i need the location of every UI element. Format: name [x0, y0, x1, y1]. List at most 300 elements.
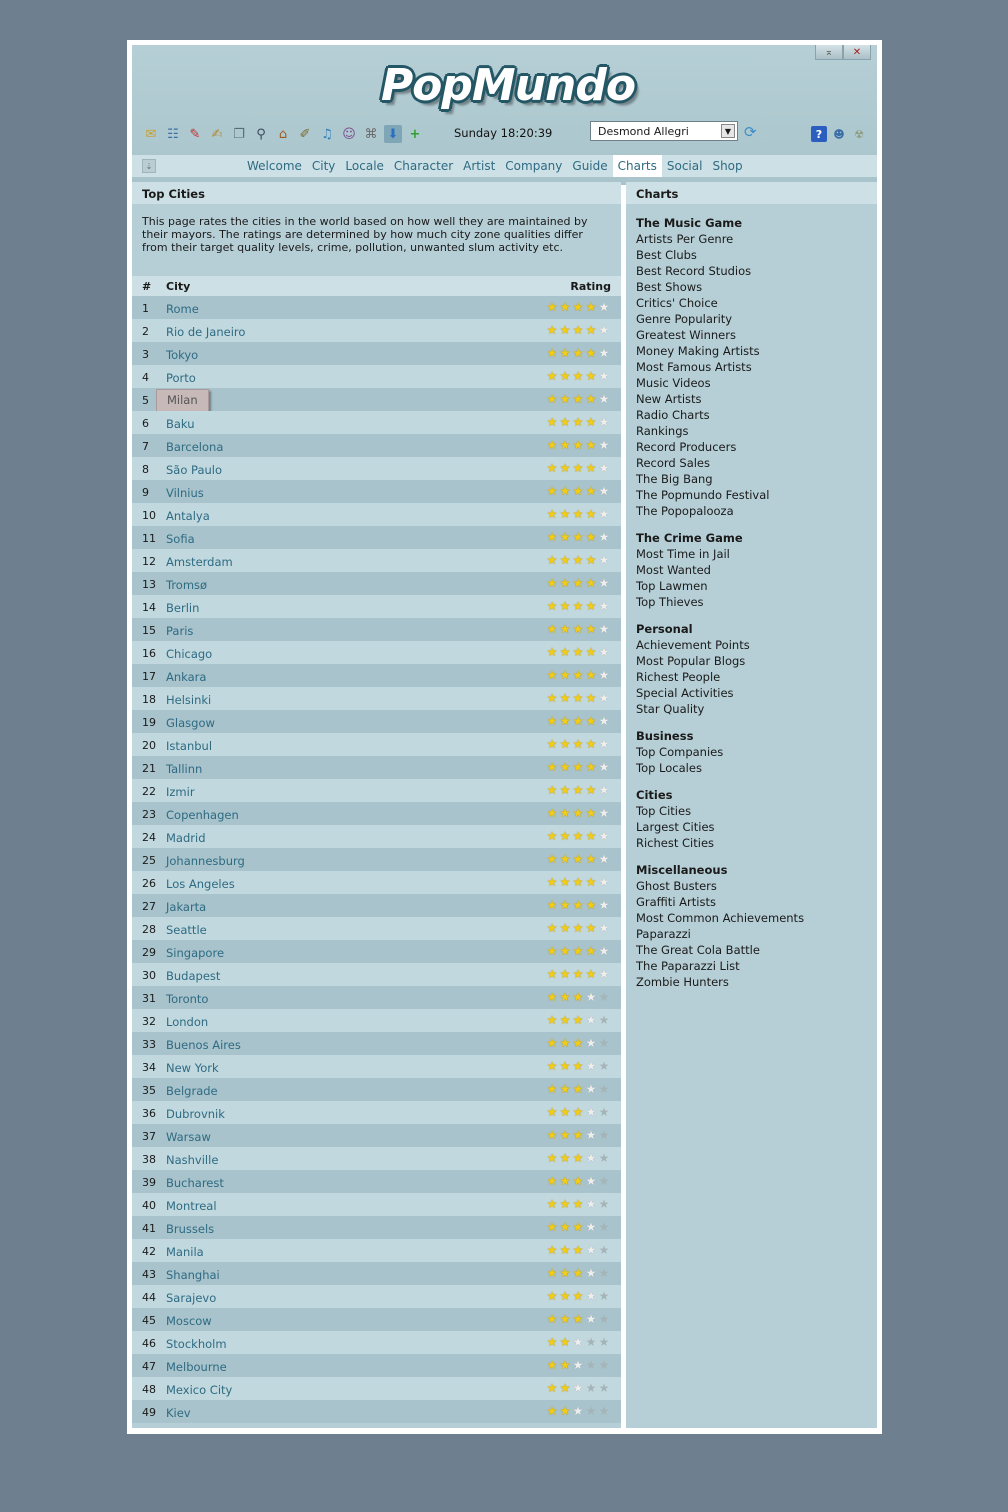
table-row	[132, 1308, 621, 1331]
nav-item-welcome[interactable]: Welcome	[247, 159, 302, 173]
star-icon: ★	[585, 1197, 597, 1211]
city-link[interactable]: Toronto	[166, 992, 209, 1006]
star-icon: ★	[585, 599, 597, 613]
nav-item-character[interactable]: Character	[393, 159, 454, 173]
city-link[interactable]: Jakarta	[166, 900, 207, 914]
inbox-icon[interactable]: ✉	[145, 126, 157, 142]
star-rating	[546, 645, 610, 659]
rank-number: 15	[142, 624, 156, 637]
chart-link[interactable]: Best Shows	[636, 280, 703, 294]
table-row	[132, 1216, 621, 1239]
star-icon: ★	[585, 1243, 597, 1257]
city-link[interactable]: Sofia	[166, 532, 195, 546]
table-row	[132, 526, 621, 549]
star-icon: ★	[546, 1197, 558, 1211]
star-icon: ★	[559, 1105, 571, 1119]
city-link[interactable]: Paris	[166, 624, 194, 638]
chart-link[interactable]: Most Wanted	[636, 563, 711, 577]
star-rating	[546, 415, 610, 429]
table-row	[132, 342, 621, 365]
book-icon[interactable]: ❐	[233, 126, 245, 142]
logo[interactable]	[382, 55, 634, 115]
panel-title: Top Cities	[132, 182, 621, 204]
city-link[interactable]: Chicago	[166, 647, 213, 661]
table-row	[132, 365, 621, 388]
star-icon: ★	[572, 530, 584, 544]
download-icon[interactable]: ⬇	[384, 125, 402, 143]
star-icon: ★	[559, 1381, 571, 1395]
star-icon: ★	[546, 1082, 558, 1096]
chart-link[interactable]: The Great Cola Battle	[636, 943, 760, 957]
rank-number: 29	[142, 946, 156, 959]
city-link[interactable]: Singapore	[166, 946, 225, 960]
chart-link[interactable]: Richest Cities	[636, 836, 715, 850]
city-link[interactable]: Los Angeles	[166, 877, 235, 891]
close-button[interactable]	[843, 45, 871, 60]
star-icon: ★	[559, 783, 571, 797]
nav-item-artist[interactable]: Artist	[463, 159, 496, 173]
star-icon: ★	[572, 760, 584, 774]
star-icon: ★	[572, 392, 584, 406]
star-icon: ★	[598, 1082, 610, 1096]
city-link[interactable]: Nashville	[166, 1153, 219, 1167]
star-icon: ★	[585, 1013, 597, 1027]
table-row	[132, 1377, 621, 1400]
city-link[interactable]: Barcelona	[166, 440, 224, 454]
star-rating	[546, 576, 610, 590]
chevron-down-icon[interactable]: ▼	[721, 124, 735, 138]
city-link[interactable]: London	[166, 1015, 209, 1029]
table-row	[132, 1078, 621, 1101]
rank-number: 32	[142, 1015, 156, 1028]
star-icon: ★	[546, 1128, 558, 1142]
table-row	[132, 986, 621, 1009]
star-icon: ★	[598, 392, 610, 406]
star-icon: ★	[585, 1358, 597, 1372]
star-rating	[546, 1151, 610, 1165]
star-icon: ★	[572, 1128, 584, 1142]
city-link[interactable]: Tallinn	[166, 762, 203, 776]
chart-link[interactable]: Music Videos	[636, 376, 711, 390]
bank-icon[interactable]: ⌘	[364, 126, 378, 142]
chart-link[interactable]: Zombie Hunters	[636, 975, 729, 989]
star-icon: ★	[572, 369, 584, 383]
star-icon: ★	[572, 1266, 584, 1280]
city-link[interactable]: Vilnius	[166, 486, 204, 500]
star-rating	[546, 1128, 610, 1142]
star-icon: ★	[546, 760, 558, 774]
star-icon: ★	[559, 1059, 571, 1073]
plus-icon[interactable]: +	[409, 126, 421, 142]
star-icon: ★	[572, 1059, 584, 1073]
star-rating	[546, 967, 610, 981]
table-row	[132, 917, 621, 940]
city-link[interactable]: Shanghai	[166, 1268, 220, 1282]
star-icon: ★	[572, 576, 584, 590]
table-row	[132, 1101, 621, 1124]
city-link[interactable]: Madrid	[166, 831, 206, 845]
star-icon: ★	[546, 392, 558, 406]
city-link[interactable]: Johannesburg	[166, 854, 245, 868]
chart-link[interactable]: Top Locales	[636, 761, 702, 775]
table-row	[132, 457, 621, 480]
chart-link[interactable]: Most Common Achievements	[636, 911, 805, 925]
star-icon: ★	[572, 1013, 584, 1027]
star-icon: ★	[546, 852, 558, 866]
star-icon: ★	[546, 1404, 558, 1418]
star-icon: ★	[546, 507, 558, 521]
star-icon: ★	[598, 875, 610, 889]
star-icon: ★	[598, 898, 610, 912]
chart-link[interactable]: Critics' Choice	[636, 296, 718, 310]
rank-number: 6	[142, 417, 149, 430]
contacts-icon[interactable]: ☺	[342, 126, 356, 142]
star-icon: ★	[598, 1151, 610, 1165]
star-icon: ★	[572, 691, 584, 705]
notes-icon[interactable]: ✍	[211, 126, 223, 142]
city-link[interactable]: Moscow	[166, 1314, 212, 1328]
star-rating	[546, 300, 610, 314]
city-link[interactable]: São Paulo	[166, 463, 223, 477]
sidebar-title: Charts	[626, 182, 877, 204]
city-link[interactable]: Warsaw	[166, 1130, 211, 1144]
chart-link[interactable]: The Big Bang	[636, 472, 713, 486]
star-rating	[546, 1220, 610, 1234]
city-link[interactable]: Glasgow	[166, 716, 215, 730]
table-row	[132, 411, 621, 434]
city-link[interactable]: Milan	[156, 389, 209, 412]
city-link[interactable]: Stockholm	[166, 1337, 227, 1351]
star-icon: ★	[598, 967, 610, 981]
city-link[interactable]: Brussels	[166, 1222, 215, 1236]
city-link[interactable]: Ankara	[166, 670, 207, 684]
chart-link[interactable]: Star Quality	[636, 702, 705, 716]
city-link[interactable]: Melbourne	[166, 1360, 227, 1374]
star-icon: ★	[572, 1358, 584, 1372]
star-icon: ★	[546, 369, 558, 383]
star-icon: ★	[559, 1220, 571, 1234]
star-rating	[546, 1197, 610, 1211]
star-icon: ★	[559, 990, 571, 1004]
star-icon: ★	[546, 668, 558, 682]
col-city: City	[166, 279, 191, 293]
star-icon: ★	[572, 1174, 584, 1188]
chart-link[interactable]: Radio Charts	[636, 408, 710, 422]
star-icon: ★	[598, 921, 610, 935]
chart-link[interactable]: Largest Cities	[636, 820, 715, 834]
star-icon: ★	[598, 346, 610, 360]
nav-item-city[interactable]: City	[311, 159, 336, 173]
star-rating	[546, 438, 610, 452]
character-name: Desmond Allegri	[598, 125, 689, 138]
charts-sidebar	[626, 182, 877, 1428]
rank-number: 3	[142, 348, 149, 361]
chart-link[interactable]: Top Companies	[636, 745, 724, 759]
chart-link[interactable]: Graffiti Artists	[636, 895, 716, 909]
star-icon: ★	[546, 1289, 558, 1303]
rank-number: 45	[142, 1314, 156, 1327]
star-icon: ★	[572, 737, 584, 751]
nav-item-social[interactable]: Social	[666, 159, 703, 173]
star-rating	[546, 1013, 610, 1027]
rank-number: 37	[142, 1130, 156, 1143]
star-icon: ★	[598, 415, 610, 429]
chart-link[interactable]: Ghost Busters	[636, 879, 717, 893]
city-link[interactable]: Manila	[166, 1245, 204, 1259]
window-buttons	[815, 45, 871, 60]
rank-number: 11	[142, 532, 156, 545]
chart-link[interactable]: Special Activities	[636, 686, 734, 700]
rank-number: 9	[142, 486, 149, 499]
main-nav	[132, 155, 877, 177]
table-row	[132, 319, 621, 342]
table-row	[132, 1009, 621, 1032]
star-rating	[546, 898, 610, 912]
city-link[interactable]: Bucharest	[166, 1176, 224, 1190]
star-icon: ★	[585, 553, 597, 567]
star-icon: ★	[585, 1404, 597, 1418]
star-rating	[546, 1404, 610, 1418]
star-icon: ★	[572, 806, 584, 820]
game-clock: Sunday 18:20:39	[454, 126, 553, 140]
star-icon: ★	[598, 806, 610, 820]
nav-item-shop[interactable]: Shop	[712, 159, 743, 173]
star-icon: ★	[559, 829, 571, 843]
star-icon: ★	[546, 530, 558, 544]
star-rating	[546, 1059, 610, 1073]
star-icon: ★	[572, 967, 584, 981]
rank-number: 17	[142, 670, 156, 683]
chart-link[interactable]: Genre Popularity	[636, 312, 733, 326]
table-row	[132, 848, 621, 871]
star-icon: ★	[559, 553, 571, 567]
radiation-icon[interactable]: ☢	[854, 127, 864, 141]
nav-item-locale[interactable]: Locale	[345, 159, 384, 173]
star-icon: ★	[546, 1312, 558, 1326]
city-link[interactable]: Rome	[166, 302, 199, 316]
star-icon: ★	[598, 1220, 610, 1234]
star-icon: ★	[572, 1151, 584, 1165]
rank-number: 7	[142, 440, 149, 453]
chart-section	[626, 862, 877, 990]
rank-number: 36	[142, 1107, 156, 1120]
chart-link[interactable]: Most Popular Blogs	[636, 654, 746, 668]
star-rating	[546, 1105, 610, 1119]
star-icon: ★	[585, 415, 597, 429]
user-icon[interactable]: ☻	[833, 127, 845, 141]
chart-section	[626, 215, 877, 519]
city-link[interactable]: New York	[166, 1061, 219, 1075]
star-icon: ★	[559, 1404, 571, 1418]
chart-link[interactable]: Paparazzi	[636, 927, 691, 941]
collapse-icon[interactable]: ⇣	[142, 159, 156, 173]
chart-link[interactable]: Rankings	[636, 424, 689, 438]
rank-number: 49	[142, 1406, 156, 1419]
help-icon[interactable]: ?	[811, 126, 827, 142]
star-icon: ★	[598, 1381, 610, 1395]
star-icon: ★	[585, 898, 597, 912]
rank-number: 8	[142, 463, 149, 476]
city-link[interactable]: Baku	[166, 417, 195, 431]
star-icon: ★	[559, 668, 571, 682]
city-link[interactable]: Budapest	[166, 969, 221, 983]
nav-item-charts[interactable]: Charts	[613, 155, 662, 177]
star-icon: ★	[598, 300, 610, 314]
nav-items	[242, 155, 748, 177]
rank-number: 34	[142, 1061, 156, 1074]
star-icon: ★	[546, 737, 558, 751]
table-row	[132, 756, 621, 779]
star-icon: ★	[572, 415, 584, 429]
chart-link[interactable]: The Paparazzi List	[636, 959, 740, 973]
nav-item-guide[interactable]: Guide	[572, 159, 608, 173]
chart-link[interactable]: Record Producers	[636, 440, 737, 454]
chart-link[interactable]: Richest People	[636, 670, 721, 684]
star-icon: ★	[585, 967, 597, 981]
star-icon: ★	[559, 599, 571, 613]
star-icon: ★	[559, 875, 571, 889]
star-icon: ★	[585, 507, 597, 521]
star-icon: ★	[585, 1174, 597, 1188]
table-row	[132, 1239, 621, 1262]
star-rating	[546, 1358, 610, 1372]
star-icon: ★	[559, 392, 571, 406]
star-rating	[546, 760, 610, 774]
rank-number: 28	[142, 923, 156, 936]
refresh-icon[interactable]: ⟳	[744, 123, 757, 141]
city-link[interactable]: Tokyo	[166, 348, 199, 362]
star-icon: ★	[572, 898, 584, 912]
city-link[interactable]: Berlin	[166, 601, 200, 615]
star-icon: ★	[546, 898, 558, 912]
section-title: The Music Game	[636, 216, 743, 230]
star-icon: ★	[572, 944, 584, 958]
chart-link[interactable]: Artists Per Genre	[636, 232, 734, 246]
city-link[interactable]: Mexico City	[166, 1383, 233, 1397]
rank-number: 20	[142, 739, 156, 752]
chart-link[interactable]: Top Thieves	[636, 595, 704, 609]
star-icon: ★	[572, 507, 584, 521]
chart-link[interactable]: Most Time in Jail	[636, 547, 730, 561]
chart-link[interactable]: Greatest Winners	[636, 328, 736, 342]
table-row	[132, 664, 621, 687]
city-link[interactable]: Belgrade	[166, 1084, 218, 1098]
table-row	[132, 595, 621, 618]
chart-section	[626, 728, 877, 776]
star-rating	[546, 829, 610, 843]
chart-link[interactable]: Best Clubs	[636, 248, 697, 262]
city-link[interactable]: Seattle	[166, 923, 207, 937]
city-link[interactable]: Izmir	[166, 785, 195, 799]
city-link[interactable]: Porto	[166, 371, 196, 385]
star-icon: ★	[585, 668, 597, 682]
star-rating	[546, 691, 610, 705]
star-icon: ★	[598, 438, 610, 452]
city-link[interactable]: Antalya	[166, 509, 210, 523]
table-row	[132, 779, 621, 802]
star-icon: ★	[598, 1197, 610, 1211]
rank-number: 18	[142, 693, 156, 706]
city-link[interactable]: Istanbul	[166, 739, 213, 753]
chart-link[interactable]: Top Lawmen	[636, 579, 708, 593]
city-link[interactable]: Sarajevo	[166, 1291, 217, 1305]
city-link[interactable]: Copenhagen	[166, 808, 239, 822]
star-icon: ★	[546, 599, 558, 613]
document-icon[interactable]: ✐	[299, 126, 311, 142]
character-select[interactable]	[590, 121, 738, 141]
chart-link[interactable]: Achievement Points	[636, 638, 750, 652]
star-icon: ★	[572, 1312, 584, 1326]
city-link[interactable]: Buenos Aires	[166, 1038, 241, 1052]
people-icon[interactable]: ☷	[167, 126, 179, 142]
city-link[interactable]: Montreal	[166, 1199, 217, 1213]
city-link[interactable]: Rio de Janeiro	[166, 325, 246, 339]
star-rating	[546, 875, 610, 889]
star-icon: ★	[546, 875, 558, 889]
music-icon[interactable]: ♫	[321, 126, 333, 142]
chart-link[interactable]: Record Sales	[636, 456, 710, 470]
minimize-button[interactable]	[815, 45, 843, 60]
star-icon: ★	[546, 1335, 558, 1349]
star-icon: ★	[585, 691, 597, 705]
nav-item-company[interactable]: Company	[505, 159, 563, 173]
page-frame	[127, 40, 882, 1434]
chart-link[interactable]: New Artists	[636, 392, 702, 406]
star-rating	[546, 392, 610, 406]
chart-link[interactable]: Money Making Artists	[636, 344, 760, 358]
city-link[interactable]: Tromsø	[166, 578, 208, 592]
city-link[interactable]: Kiev	[166, 1406, 191, 1420]
chart-link[interactable]: Best Record Studios	[636, 264, 752, 278]
star-icon: ★	[598, 622, 610, 636]
star-icon: ★	[546, 553, 558, 567]
star-icon: ★	[598, 1105, 610, 1119]
chart-link[interactable]: Most Famous Artists	[636, 360, 752, 374]
star-icon: ★	[572, 438, 584, 452]
rank-number: 26	[142, 877, 156, 890]
star-icon: ★	[585, 530, 597, 544]
city-link[interactable]: Dubrovnik	[166, 1107, 225, 1121]
star-icon: ★	[559, 1243, 571, 1257]
star-rating	[546, 369, 610, 383]
star-rating	[546, 737, 610, 751]
table-row	[132, 1193, 621, 1216]
star-rating	[546, 1289, 610, 1303]
star-icon: ★	[572, 1404, 584, 1418]
star-icon: ★	[585, 438, 597, 452]
chart-link[interactable]: Top Cities	[636, 804, 692, 818]
star-icon: ★	[598, 737, 610, 751]
table-row	[132, 802, 621, 825]
table-row	[132, 503, 621, 526]
city-link[interactable]: Helsinki	[166, 693, 212, 707]
star-icon: ★	[572, 1243, 584, 1257]
chart-link[interactable]: The Popopalooza	[636, 504, 734, 518]
search-icon[interactable]: ⚲	[256, 126, 266, 142]
home-icon[interactable]: ⌂	[278, 126, 288, 142]
star-icon: ★	[546, 346, 558, 360]
star-icon: ★	[585, 760, 597, 774]
star-icon: ★	[572, 668, 584, 682]
pencil-icon[interactable]: ✎	[189, 126, 201, 142]
chart-link[interactable]: The Popmundo Festival	[636, 488, 770, 502]
star-icon: ★	[572, 783, 584, 797]
star-icon: ★	[572, 346, 584, 360]
star-icon: ★	[572, 1105, 584, 1119]
star-rating	[546, 852, 610, 866]
city-link[interactable]: Amsterdam	[166, 555, 233, 569]
star-icon: ★	[598, 553, 610, 567]
